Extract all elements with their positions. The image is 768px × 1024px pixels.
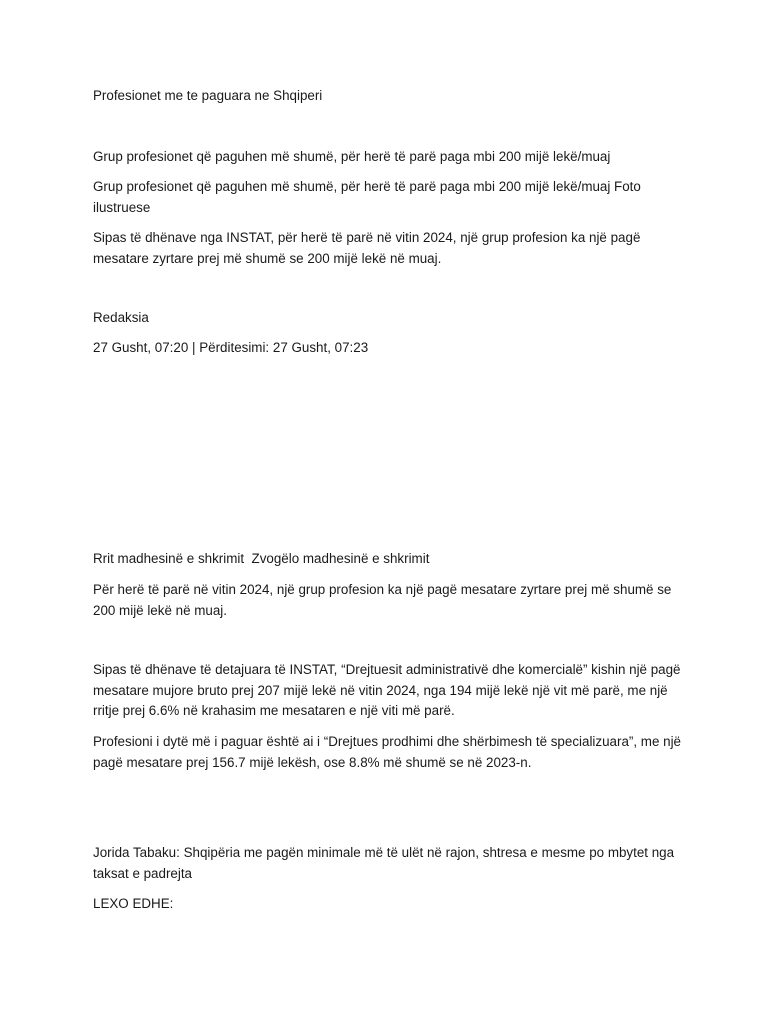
paragraph-1: Për herë të parë në vitin 2024, një grup profesion ka një pagë mesatare zyrtare prej më shumë se 200 mijë lekë në muaj. bbox=[93, 582, 672, 618]
image-caption: Grup profesionet që paguhen më shumë, për herë të parë paga mbi 200 mijë lekë/muaj Foto ilustruese bbox=[93, 179, 641, 215]
dateline: 27 Gusht, 07:20 | Përditesimi: 27 Gusht, 07:23 bbox=[93, 340, 369, 355]
increase-font-link[interactable]: Rrit madhesinë e shkrimit bbox=[93, 551, 245, 566]
decrease-font-link[interactable]: Zvogëlo madhesinë e shkrimit bbox=[251, 551, 430, 566]
related-article-link[interactable]: Jorida Tabaku: Shqipëria me pagën minimale më të ulët në rajon, shtresa e mesme po mbytet nga taksat e padrejta bbox=[93, 845, 675, 881]
article-subtitle: Grup profesionet që paguhen më shumë, për herë të parë paga mbi 200 mijë lekë/muaj bbox=[93, 149, 611, 164]
article-lead: Sipas të dhënave nga INSTAT, për herë të parë në vitin 2024, një grup profesion ka një pagë mesatare zyrtare prej më shumë se 200 mijë lekë në muaj. bbox=[93, 230, 641, 266]
paragraph-2: Sipas të dhënave të detajuara të INSTAT, “Drejtuesit administrativë dhe komercialë” kishin një pagë mesatare mujore bruto prej 207 mijë lekë në vitin 2024, nga 194 mijë lekë një vit më parë, me një rritje prej 6.6% në krahasim me mesataren e një viti më parë. bbox=[93, 662, 681, 718]
article-title: Profesionet me te paguara ne Shqiperi bbox=[93, 88, 323, 103]
font-size-controls bbox=[93, 549, 683, 570]
author: Redaksia bbox=[93, 310, 149, 325]
read-also-label: LEXO EDHE: bbox=[93, 896, 174, 911]
paragraph-3: Profesioni i dytë më i paguar është ai i “Drejtues prodhimi dhe shërbimesh të specializuara”, me një pagë mesatare prej 156.7 mijë lekësh, ose 8.8% më shumë se në 2023-n. bbox=[93, 734, 681, 770]
